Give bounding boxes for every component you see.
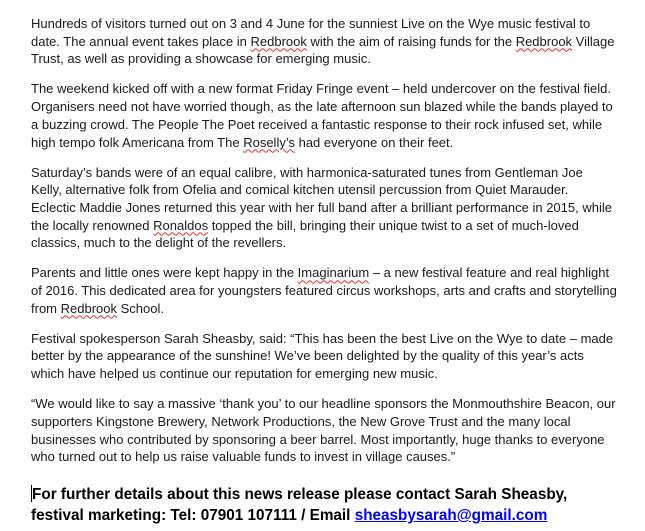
text-line: classics, much to the delight of the revellers.	[31, 235, 287, 251]
text-line: the locally renowned Ronaldos topped the bill, bringing their unique twist to a set of much-loved	[31, 217, 579, 233]
text-line: better by the appearance of the sunshine! We’ve been delighted by the quality of this year’s acts	[31, 348, 584, 364]
paragraph-6	[31, 395, 641, 466]
paragraph-1	[31, 15, 641, 68]
spellcheck-flag[interactable]: Redbrook	[515, 33, 573, 49]
spellcheck-flag[interactable]: Ronaldos	[153, 217, 209, 233]
paragraph-5	[31, 330, 641, 383]
paragraph-2	[31, 80, 641, 151]
text-line: Eclectic Maddie Jones returned this year with her full band after a brilliant performance in 2015, while	[31, 199, 612, 215]
text-line: Hundreds of visitors turned out on 3 and 4 June for the sunniest Live on the Wye music festival to	[31, 16, 591, 31]
text-line: who turned out to help us raise valuable funds to invest in village causes.”	[31, 449, 456, 465]
contact-line-1	[31, 484, 641, 505]
text-line: a buzzing crowd. The People The Poet received a fantastic response to their rock infused set, while	[31, 116, 603, 132]
text-line: Saturday’s bands were of an equal calibre, with harmonica-saturated tunes from Gentleman Joe	[31, 164, 583, 180]
spellcheck-flag[interactable]: Redbrook	[250, 33, 307, 49]
text-line: businesses who contributed by sponsoring a beer barrel. Most importantly, huge thanks to everyone	[31, 431, 605, 447]
contact-text: For further details about this news release please contact Sarah Sheasby,	[32, 486, 568, 503]
paragraph-4	[31, 264, 641, 317]
text-line: date. The annual event takes place in Redbrook with the aim of raising funds for the Redbrook Village	[31, 33, 615, 49]
text-line: from Redbrook School.	[31, 300, 164, 316]
text-line: Organisers need not have worried though, as the late afternoon sun blazed while the bands played to	[31, 99, 613, 115]
text-line: Kelly, alternative folk from Ofelia and comical kitchen utensil percussion from Quiet Marauder.	[31, 182, 569, 198]
text-line: The weekend kicked off with a new format Friday Fringe event – held undercover on the festival field.	[31, 81, 612, 97]
contact-details	[31, 484, 641, 526]
email-link[interactable]: sheasbysarah@gmail.com	[354, 507, 548, 524]
contact-line-2	[31, 505, 641, 526]
spellcheck-flag[interactable]: Redbrook	[60, 300, 117, 316]
text-line: Parents and little ones were kept happy in the Imaginarium – a new festival feature and real highlight	[31, 265, 610, 281]
contact-phone-text: festival marketing: Tel: 07901 107111 / Email	[31, 507, 355, 524]
spellcheck-flag[interactable]: Imaginarium	[297, 265, 370, 281]
text-line: Festival spokesperson Sarah Sheasby, said: “This has been the best Live on the Wye to date – made	[31, 330, 614, 346]
text-line: supporters Kingstone Brewery, Network Productions, the New Grove Trust and the many local	[31, 413, 571, 429]
text-line: of 2016. This dedicated area for youngsters featured circus workshops, arts and crafts and storytelling	[31, 283, 617, 299]
text-line: which have helped us continue our reputation for emerging new music.	[31, 366, 438, 382]
paragraph-3	[31, 164, 641, 253]
spellcheck-flag[interactable]: Roselly’s	[243, 134, 295, 150]
text-line: Trust, as well as providing a showcase for emerging music.	[31, 51, 371, 67]
document-body[interactable]	[31, 15, 641, 478]
text-line: “We would like to say a massive ‘thank you’ to our headline sponsors the Monmouthshire Beacon, our	[31, 396, 616, 412]
text-line: high tempo folk Americana from The Roselly’s had everyone on their feet.	[31, 134, 454, 150]
